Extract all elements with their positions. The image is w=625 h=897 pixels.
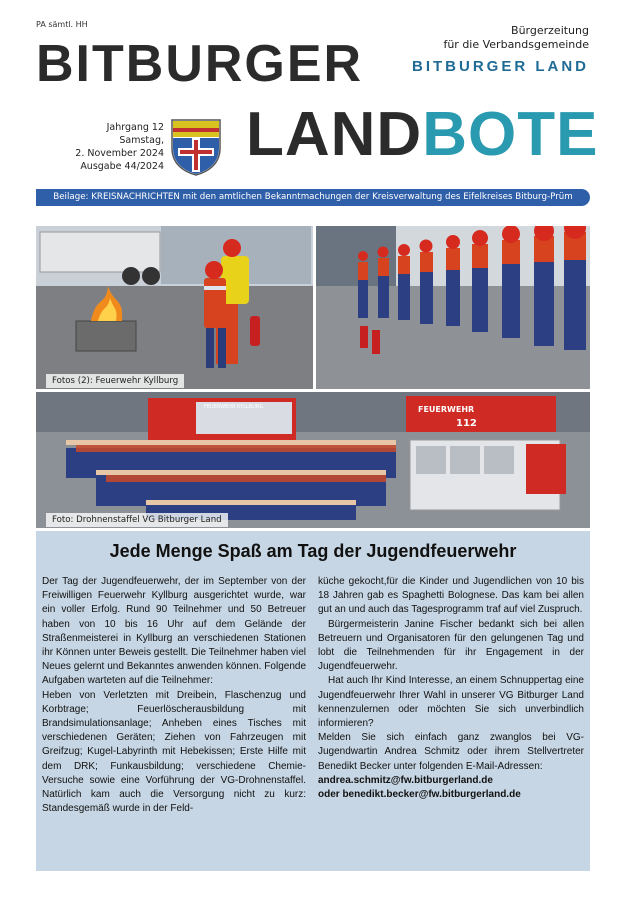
article-paragraph: Heben von Verletzten mit Dreibein, Flaschenzug und Korbtrage; Feuerlöscherausbildung mit Brandsimulationsanlage; Anheben eines Tisches mit verschiedenen Geräten; Ziehen von Fahrzeugen mit Greifzug; Kugel-Labyrinth mit Hebekissen; Erste Hilfe mit dem DRK; Funkausbildung; verschiedene Chemie-Versuche sowie eine Vorführung der VG-Drohnenstaffel. Natürlich kam auch die Versorgung nicht zu kurz: Standesgemäß wurde in der Feld-	[42, 689, 306, 815]
issue-edition: Ausgabe 44/2024	[80, 161, 164, 172]
photo-extinguisher-scene	[36, 226, 313, 389]
supplement-bar: Beilage: KREISNACHRICHTEN mit den amtlichen Bekanntmachungen der Kreisverwaltung des Eifelkreises Bitburg-Prüm	[36, 189, 590, 206]
article-paragraph: Bürgermeisterin Janine Fischer bedankt sich bei allen Betreuern und Organisatoren für den gelungenen Tag und lobt die Teilnehmenden für ihr Engagement in der Jugendfeuerwehr.	[318, 618, 584, 673]
masthead-title-bitburger: BITBURGER	[36, 35, 364, 93]
article-paragraph: Melden Sie sich einfach ganz zwanglos bei VG-Jugendwartin Andrea Schmitz oder ihrem Stellvertreter Benedikt Becker unter folgenden E-Mail-Adressen:	[318, 732, 584, 772]
article-paragraph: Hat auch Ihr Kind Interesse, an einem Schnuppertag eine Jugendfeuerwehr Ihrer Wahl in unserer VG Bitburger Land kennenzulernen oder möchten Sie sich unverbindlich informieren?	[318, 675, 584, 730]
masthead-title-landbote	[246, 100, 599, 169]
article-headline: Jede Menge Spaß am Tag der Jugendfeuerwehr	[109, 541, 517, 561]
issue-date: 2. November 2024	[75, 148, 164, 159]
email-link-benedikt[interactable]: oder benedikt.becker@fw.bitburgerland.de	[318, 789, 521, 801]
coat-of-arms-icon	[170, 118, 222, 176]
tagline-line-2: für die Verbandsgemeinde	[443, 38, 589, 51]
tagline	[443, 24, 589, 52]
photo-youth-lineup	[316, 226, 590, 389]
issue-volume: Jahrgang 12	[106, 122, 164, 133]
truck-number: 112	[456, 418, 477, 429]
article-column-right	[318, 575, 584, 802]
masthead-land: LAND	[246, 100, 423, 169]
tagline-line-1: Bürgerzeitung	[511, 24, 589, 37]
article-column-left	[42, 575, 306, 816]
email-link-andrea[interactable]: andrea.schmitz@fw.bitburgerland.de	[318, 774, 493, 786]
photo-group-drone	[36, 392, 590, 528]
photo-caption-1: Fotos (2): Feuerwehr Kyllburg	[46, 374, 184, 388]
photo-caption-3: Foto: Drohnenstaffel VG Bitburger Land	[46, 513, 228, 527]
photo-lineup-scene	[316, 226, 590, 389]
pa-note: PA sämtl. HH	[36, 20, 88, 29]
issue-weekday: Samstag,	[119, 135, 164, 146]
issue-info	[72, 121, 164, 173]
article-box	[36, 531, 590, 871]
region-name: BITBURGER LAND	[412, 58, 589, 75]
article-paragraph: küche gekocht,für die Kinder und Jugendlichen von 10 bis 18 Jahren gab es Spaghetti Bolognese. Das kam bei allen gut an und auch das Tagesprogramm traf auf viel Zuspruch.	[318, 576, 584, 616]
truck-label-kyllburg: FEUERWEHR KYLLBURG	[204, 404, 264, 410]
masthead-bote: BOTE	[422, 100, 599, 169]
photo-extinguisher-training	[36, 226, 313, 389]
truck-label-feuerwehr: FEUERWEHR	[418, 405, 475, 414]
article-paragraph: Der Tag der Jugendfeuerwehr, der im September von der Freiwilligen Feuerwehr Kyllburg ausgerichtet wurde, war ein voller Erfolg. Rund 90 Teilnehmer und 50 Betreuer haben von 10 bis 16 Uhr auf dem Gelände der Straßenmeisterei in Kyllburg an verschiedenen Stationen ihr Können unter Beweis gestellt. Die Teilnehmer haben viel Neues gelernt und Bekanntes anwenden können. Folgende Aufgaben warteten auf die Teilnehmer:	[42, 576, 306, 687]
photo-group-scene	[36, 392, 590, 528]
